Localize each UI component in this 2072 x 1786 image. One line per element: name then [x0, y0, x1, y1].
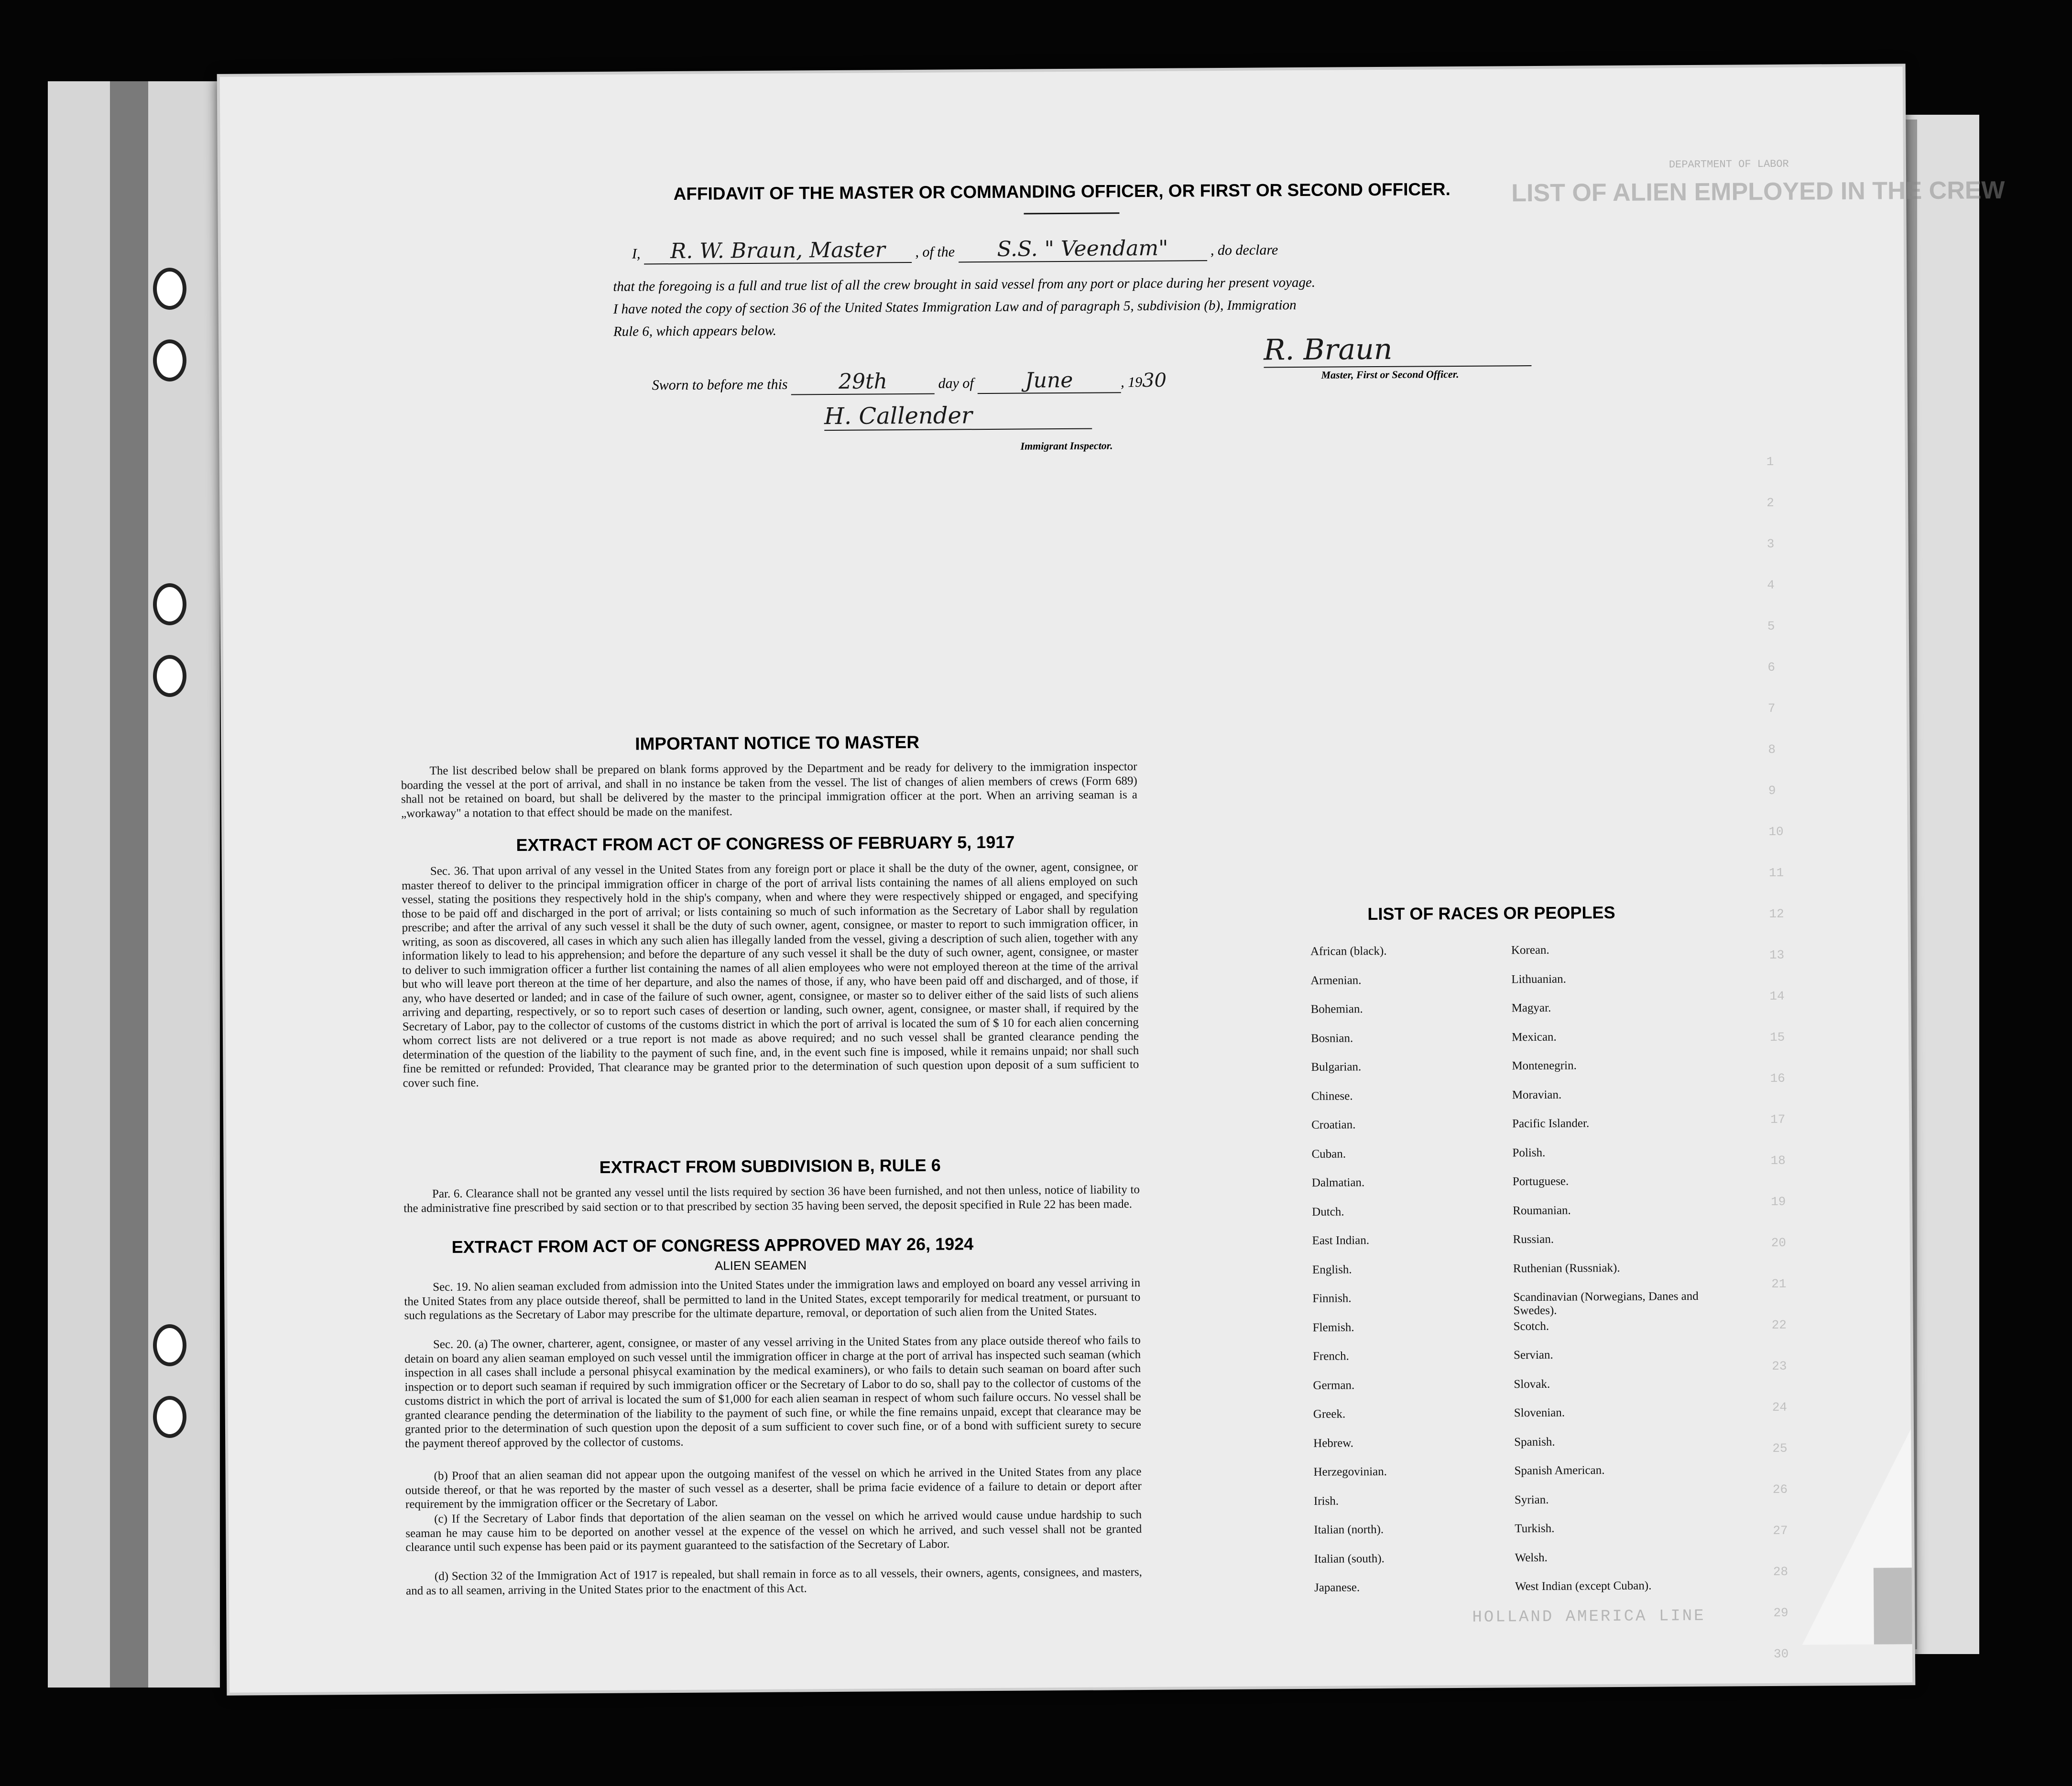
- race-item: English.: [1312, 1263, 1352, 1276]
- race-item: Italian (north).: [1314, 1523, 1384, 1536]
- race-item: Russian.: [1513, 1232, 1554, 1246]
- binder-hole-2: [153, 339, 186, 381]
- ghost-row-number: 4: [1767, 577, 1775, 593]
- sec-19-text: Sec. 19. No alien seaman excluded from admission into the United States under the immigration laws and employed on board any vessel arriving in the United States from any place outside thereof, shall be permitted to land in the United States, except temporarily for medical treatment, or pursuant to such regulations as the Secretary of Labor may prescribe for the ultimate departure, removal, or deportation of such alien from the United States.: [404, 1276, 1141, 1322]
- race-item: Ruthenian (Russniak).: [1513, 1261, 1620, 1275]
- ghost-row-number: 11: [1768, 865, 1784, 881]
- races-title: LIST OF RACES OR PEOPLES: [1367, 902, 1615, 924]
- race-item: Chinese.: [1311, 1089, 1353, 1103]
- ghost-row-number: 28: [1773, 1564, 1788, 1579]
- vessel-name: S.S. " Veendam": [958, 236, 1207, 262]
- ghost-row-number: 30: [1773, 1646, 1789, 1661]
- race-item: Cuban.: [1311, 1147, 1346, 1161]
- sec-20b-text: (b) Proof that an alien seaman did not appear upon the outgoing manifest of the vessel on which he arrived in the United States from any place outside thereof, or that he was reported by the master of such vessel as a deserter, shall be prima facie evidence of a failure to detain or deport after requirement by the immigration officer or the Secretary of Labor.: [405, 1465, 1142, 1511]
- subdivision-title: EXTRACT FROM SUBDIVISION B, RULE 6: [599, 1155, 941, 1177]
- ghost-row-number: 27: [1773, 1523, 1788, 1538]
- race-item: Servian.: [1514, 1348, 1553, 1362]
- sec-20c-text: (c) If the Secretary of Labor finds that deportation of the alien seaman on the vessel on which he arrived would cause undue hardship to such seaman he may cause him to be deported on another vessel at the expence of the vessel on which he arrived, and such vessel shall not be granted clearance until such expense has been paid or its payment guaranteed to the satisfaction of the Secretary of Labor.: [405, 1508, 1142, 1554]
- race-item: Moravian.: [1512, 1088, 1562, 1101]
- extract-1917-text: Sec. 36. That upon arrival of any vessel in the United States from any foreign port or place it shall be the duty of the owner, agent, consignee, or master thereof to deliver to the principal immigration officer in charge of the port of arrival lists containing the names of all aliens employed on such vessel, stating the positions they respectively hold in the ship's company, when and where they were respectively shipped or engaged, and specifying those to be paid off and discharged in the port of arrival; or lists containing so much of such information as the Secretary of Labor shall by regulation prescribe; and after the arrival of any such vessel it shall be the duty of such owner, agent, consignee, or master to report to such immigration officer, in writing, as soon as discovered, all cases in which any such alien has illegally landed from the vessel, giving a description of such alien, together with any information likely to lead to his apprehension; and before the departure of any such vessel it shall be the duty of such owner, agent, consignee, or master to deliver to such immigration officer a further list containing the names of all alien employees who were not employed thereon at the time of the arrival but who will leave port thereon at the time of her departure, and also the names of those, if any, who have been paid off and discharged, and of those, if any, who have deserted or landed; and in case of the failure of such owner, agent, consignee, or master so to deliver either of the said lists of such aliens arriving and departing, respectively, or so to report such cases of desertion or landing, such owner, agent, consignee, or master shall, if required by the Secretary of Labor, pay to the collector of customs of the customs district in which the port of arrival is located the sum of $ 10 for each alien concerning whom correct lists are not delivered or a true report is not made as above required; and no such vessel shall be granted clearance pending the determination of the question of the liability to the payment of such fine, and, in the event such fine is imposed, while it remains unpaid; nor shall such fine be remitted or refunded: Provided, That clearance may be granted prior to the determination of such question upon deposit of a sum sufficient to cover such fine.: [401, 860, 1139, 1089]
- sworn-year-prefix: , 19: [1121, 374, 1143, 391]
- race-item: Mexican.: [1511, 1030, 1557, 1044]
- race-item: Lithuanian.: [1511, 972, 1566, 986]
- race-item: Armenian.: [1310, 973, 1362, 987]
- affidavit-title: AFFIDAVIT OF THE MASTER OR COMMANDING OFFICER, OR FIRST OR SECOND OFFICER.: [673, 179, 1450, 204]
- race-item: Roumanian.: [1513, 1204, 1571, 1217]
- race-item: Italian (south).: [1314, 1552, 1385, 1566]
- ghost-row-number: 9: [1768, 783, 1776, 798]
- sec-20d-text: (d) Section 32 of the Immigration Act of 1917 is repealed, but shall remain in force as to all vessels, their owners, agents, consignees, and masters, and as to all seamen, arriving in the United States prior to the enactment of this Act.: [405, 1566, 1142, 1597]
- race-item: Welsh.: [1515, 1551, 1548, 1564]
- declaration-line-3: I have noted the copy of section 36 of the United States Immigration Law and of paragraph 5, subdivision (b), Immigration: [613, 297, 1297, 317]
- master-signature: R. Braun: [1264, 332, 1531, 368]
- ghost-row-number: 13: [1769, 947, 1785, 963]
- races-left-column: [1310, 944, 1515, 1610]
- sec-20a-text: Sec. 20. (a) The owner, charterer, agent, consignee, or master of any vessel arriving in the United States from any place outside thereof who fails to detain on board any alien seaman employed on such vessel until the immigration officer in charge at the port of arrival has inspected such seaman (which inspection in all cases shall include a personal phisycal examination by the medical examiners), or who fails to detain such seaman on board after such inspection or to deport such seaman if required by such immigration officer or the Secretary of Labor to do so, shall pay to the collector of customs of the customs district in which the port of arrival is located the sum of $1,000 for each alien seaman in respect of whom such failure occurs. No vessel shall be granted clearance pending the determination of the liability to the payment of such fine, or while the fine remains unpaid, except that clearance may be granted prior to the determination of such question upon the deposit of a sum sufficient to cover such fine, or of a bond with sufficient surety to secure the payment thereof approved by the collector of customs.: [404, 1334, 1142, 1450]
- race-item: Croatian.: [1311, 1118, 1356, 1132]
- race-item: Portuguese.: [1512, 1175, 1569, 1188]
- race-item: Hebrew.: [1313, 1436, 1354, 1450]
- ghost-row-number: 24: [1772, 1400, 1788, 1415]
- ghost-row-number: 10: [1768, 824, 1784, 839]
- race-item: Turkish.: [1515, 1522, 1555, 1536]
- declaration-do-declare: , do declare: [1210, 242, 1278, 259]
- race-item: Spanish American.: [1514, 1464, 1605, 1478]
- ghost-row-number: 12: [1769, 906, 1784, 922]
- left-edge-strip-shadow: [110, 81, 148, 1688]
- race-item: Finnish.: [1312, 1292, 1352, 1305]
- ghost-row-number: 7: [1767, 701, 1776, 716]
- race-item: Korean.: [1511, 943, 1549, 957]
- bleed-through-stamp: HOLLAND AMERICA LINE: [1472, 1607, 1706, 1627]
- ghost-row-number: 14: [1769, 989, 1785, 1004]
- sworn-month: June: [977, 368, 1121, 394]
- ghost-row-number: 17: [1770, 1112, 1786, 1127]
- declaration-line-1: [632, 235, 1278, 264]
- races-right-column: [1511, 943, 1716, 1609]
- binder-hole-1: [153, 268, 186, 310]
- race-item: Magyar.: [1511, 1001, 1551, 1015]
- master-caption: Master, First or Second Officer.: [1321, 368, 1459, 381]
- ghost-row-number: 3: [1767, 536, 1775, 552]
- ghost-row-number: 2: [1767, 495, 1774, 511]
- binder-hole-6: [153, 1396, 186, 1438]
- ghost-row-number: 5: [1767, 619, 1775, 634]
- declaration-i-prefix: I,: [632, 246, 641, 262]
- race-item: Herzegovinian.: [1313, 1465, 1387, 1479]
- ghost-row-number: 1: [1766, 454, 1774, 469]
- race-item: Slovenian.: [1514, 1406, 1565, 1420]
- bleed-through-header: LIST OF ALIEN EMPLOYED IN THE CREW: [1511, 176, 2005, 207]
- inspector-caption: Immigrant Inspector.: [1020, 439, 1113, 452]
- race-item: Spanish.: [1514, 1435, 1555, 1448]
- extract-1924-subtitle: ALIEN SEAMEN: [714, 1258, 807, 1273]
- race-item: Bohemian.: [1310, 1002, 1363, 1016]
- ghost-row-number: 25: [1772, 1441, 1788, 1456]
- subdivision-text: Par. 6. Clearance shall not be granted any vessel until the lists required by section 36 have been furnished, and not then unless, notice of liability to the administrative fine prescribed by said section or to that prescribed by section 35 having been served, the deposit specified in Rule 22 has been made.: [403, 1183, 1140, 1215]
- ghost-row-number: 20: [1771, 1235, 1786, 1251]
- declaration-of-the: , of the: [915, 244, 955, 260]
- race-item: Bosnian.: [1310, 1031, 1353, 1045]
- ghost-row-number: 16: [1770, 1071, 1785, 1086]
- race-item: East Indian.: [1312, 1234, 1370, 1247]
- ghost-row-number: 6: [1767, 660, 1776, 675]
- ghost-row-number: 29: [1773, 1605, 1788, 1620]
- declaration-line-4: Rule 6, which appears below.: [613, 323, 777, 339]
- race-item: Polish.: [1512, 1146, 1546, 1159]
- bleed-through-department: DEPARTMENT OF LABOR: [1669, 158, 1789, 171]
- race-item: German.: [1313, 1378, 1355, 1392]
- corner-shadow: [1874, 1568, 1912, 1644]
- sworn-day: 29th: [791, 369, 935, 395]
- race-item: African (black).: [1310, 944, 1387, 958]
- race-item: Greek.: [1313, 1407, 1346, 1421]
- notice-title: IMPORTANT NOTICE TO MASTER: [635, 732, 920, 754]
- race-item: Dutch.: [1312, 1205, 1344, 1219]
- notice-text: The list described below shall be prepared on blank forms approved by the Department and be ready for delivery to the immigration inspector boarding the vessel at the port of arrival, and shall in no instance be taken from the vessel. The list of changes of alien members of crews (Form 689) shall not be retained on board, but shall be delivered by the master to the principal immigration officer at the port. When an arriving seaman is a „workaway" a notation to that effect should be made on the manifest.: [401, 760, 1138, 820]
- ghost-row-number: 23: [1772, 1359, 1787, 1374]
- binder-hole-3: [153, 583, 186, 625]
- race-item: Flemish.: [1312, 1320, 1354, 1334]
- ghost-row-number: 15: [1769, 1030, 1785, 1045]
- race-item: French.: [1313, 1350, 1349, 1363]
- binder-hole-4: [153, 655, 186, 697]
- ghost-row-number: 21: [1771, 1276, 1787, 1292]
- race-item: Montenegrin.: [1512, 1059, 1577, 1073]
- extract-1924-title: EXTRACT FROM ACT OF CONGRESS APPROVED MAY 26, 1924: [451, 1234, 974, 1257]
- race-item: Dalmatian.: [1311, 1176, 1365, 1189]
- race-item: West Indian (except Cuban).: [1515, 1579, 1652, 1593]
- ghost-row-number: 8: [1768, 742, 1776, 757]
- sworn-year: 30: [1142, 369, 1167, 392]
- race-item: Scotch.: [1513, 1319, 1549, 1333]
- race-item: Syrian.: [1514, 1493, 1549, 1506]
- race-item: Japanese.: [1314, 1581, 1360, 1594]
- ghost-row-number: 19: [1771, 1194, 1786, 1209]
- sworn-day-of: day of: [938, 375, 974, 392]
- race-item: Slovak.: [1514, 1377, 1550, 1391]
- sworn-line: [652, 368, 1167, 396]
- ghost-row-number: 26: [1772, 1482, 1788, 1497]
- race-item: Pacific Islander.: [1512, 1117, 1590, 1131]
- title-rule: [1024, 212, 1119, 214]
- race-item: Irish.: [1313, 1494, 1339, 1508]
- ghost-row-number: 18: [1770, 1153, 1786, 1168]
- manifest-page: [220, 66, 2005, 1692]
- race-item: Scandinavian (Norwegians, Danes and Swedes).: [1513, 1289, 1699, 1318]
- race-item: Bulgarian.: [1311, 1060, 1362, 1074]
- declaration-line-2: that the foregoing is a full and true list of all the crew brought in said vessel from any port or place during her present voyage.: [613, 274, 1316, 294]
- ghost-row-number: 22: [1771, 1318, 1787, 1333]
- extract-1917-title: EXTRACT FROM ACT OF CONGRESS OF FEBRUARY 5, 1917: [516, 832, 1015, 855]
- inspector-signature: H. Callender: [824, 402, 1092, 431]
- declarant-name: R. W. Braun, Master: [644, 238, 912, 264]
- binder-hole-5: [153, 1324, 186, 1366]
- sworn-prefix: Sworn to before me this: [652, 376, 788, 393]
